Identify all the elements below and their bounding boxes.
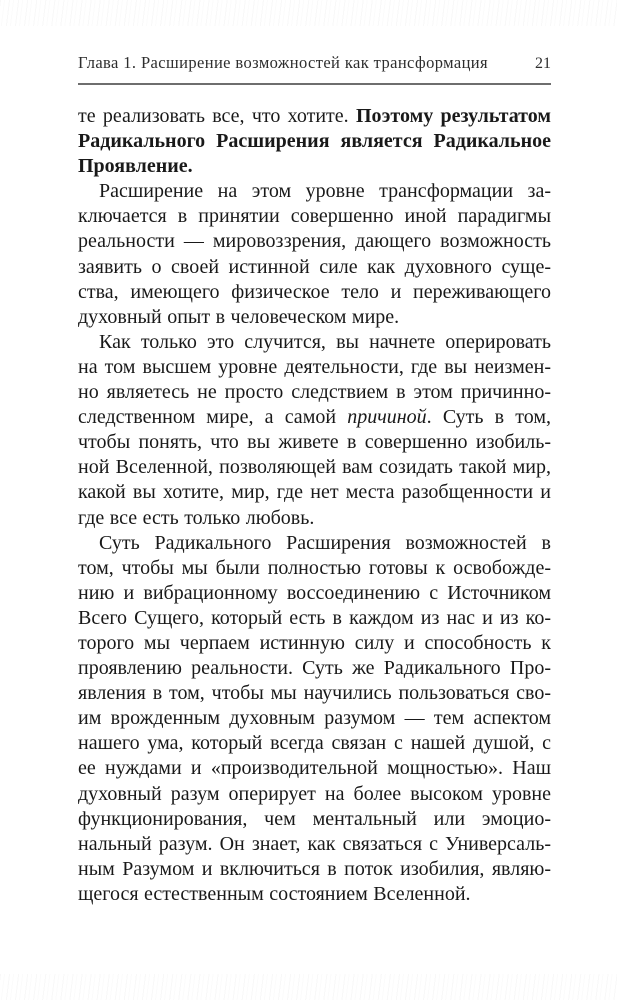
text-line	[78, 656, 551, 681]
text-segment: явления в том, чтобы мы научились пользоваться сво-	[78, 682, 551, 705]
text-segment: проявлению реальности. Суть же Радикального Про-	[78, 657, 551, 680]
text-segment: . Суть в том,	[426, 406, 551, 429]
text-segment: где все есть только любовь.	[78, 506, 315, 529]
text-line	[78, 506, 551, 531]
text-line	[78, 330, 551, 355]
text-segment: нальный разум. Он знает, как связаться с Универсаль-	[78, 832, 551, 855]
italic-text-segment: причиной	[347, 406, 427, 429]
text-line	[78, 882, 551, 907]
text-line	[78, 129, 551, 154]
text-segment: им врожденным духовным разумом — тем аспектом	[78, 707, 551, 730]
text-line	[78, 480, 551, 505]
text-line	[78, 229, 551, 254]
text-line	[78, 405, 551, 430]
text-line	[78, 280, 551, 305]
text-line	[78, 455, 551, 480]
text-segment: духовный разум оперирует на более высоком уровне	[78, 782, 551, 805]
text-line	[78, 179, 551, 204]
text-segment: реальности — мировоззрения, дающего возможность	[78, 230, 551, 253]
text-segment: какой вы хотите, мир, где нет места разобщенности и	[78, 481, 551, 504]
text-segment: духовный опыт в человеческом мире.	[78, 305, 400, 328]
bold-text-segment: Поэтому результатом	[355, 105, 551, 127]
bold-text-segment: Радикального Расширения является Радикальное	[78, 130, 551, 153]
text-line	[78, 731, 551, 756]
text-segment: функционирования, чем ментальный или эмоцио-	[78, 807, 551, 830]
text-line	[78, 430, 551, 455]
page-number: 21	[535, 55, 551, 72]
text-segment: ее нуждами и «производительной мощностью». Наш	[78, 757, 551, 780]
text-segment: ным Разумом и включиться в поток изобилия, являю-	[78, 857, 551, 880]
text-segment: нию и вибрационному воссоединению с Источником	[78, 581, 551, 604]
text-line	[78, 154, 551, 179]
text-line	[78, 857, 551, 882]
text-segment: на том высшем уровне деятельности, где вы неизмен-	[78, 355, 551, 378]
text-line	[78, 782, 551, 807]
chapter-title: Глава 1. Расширение возможностей как трансформация	[78, 53, 489, 72]
text-line	[78, 706, 551, 731]
text-segment: ной Вселенной, позволяющей вам созидать такой мир,	[78, 456, 551, 479]
scan-noise-bottom	[0, 974, 617, 1000]
text-line	[78, 756, 551, 781]
text-line	[78, 832, 551, 857]
text-line	[78, 380, 551, 405]
header-rule	[78, 83, 551, 85]
text-segment: заявить о своей истинной силе как духовного суще-	[78, 255, 551, 278]
text-segment: ства, имеющего физическое тело и переживающего	[78, 280, 551, 303]
text-line	[78, 305, 551, 330]
text-segment: чтобы понять, что вы живете в совершенно изобиль-	[78, 431, 551, 454]
text-segment: нашего ума, который всегда связан с нашей душой, с	[78, 732, 551, 755]
text-line	[78, 606, 551, 631]
text-body	[78, 104, 551, 907]
text-segment: Как только это случится, вы начнете оперировать	[99, 330, 551, 353]
text-segment: Суть Радикального Расширения возможностей в	[99, 531, 551, 554]
text-segment: Всего Сущего, который есть в каждом из нас и из ко-	[78, 606, 551, 629]
text-line	[78, 531, 551, 556]
text-segment: том, чтобы мы были полностью готовы к освобожде-	[78, 556, 551, 579]
text-segment: следственном мире, а самой	[78, 406, 348, 429]
text-line	[78, 204, 551, 229]
text-segment: ключается в принятии совершенно иной парадигмы	[78, 205, 551, 228]
text-segment: те реализовать все, что хотите.	[78, 105, 356, 127]
text-segment: Расширение на этом уровне трансформации за-	[99, 180, 551, 203]
text-line	[78, 355, 551, 380]
text-line	[78, 556, 551, 581]
text-line	[78, 681, 551, 706]
scan-noise-top	[0, 0, 617, 26]
running-head	[78, 53, 551, 73]
bold-text-segment: Проявление.	[78, 155, 193, 178]
text-line	[78, 581, 551, 606]
text-line	[78, 631, 551, 656]
text-line	[78, 104, 551, 129]
text-line	[78, 807, 551, 832]
text-line	[78, 255, 551, 280]
text-segment: торого мы черпаем истинную силу и способность к	[78, 631, 551, 654]
text-segment: щегося естественным состоянием Вселенной.	[78, 882, 471, 905]
text-segment: но являетесь не просто следствием в этом причинно-	[78, 381, 551, 404]
